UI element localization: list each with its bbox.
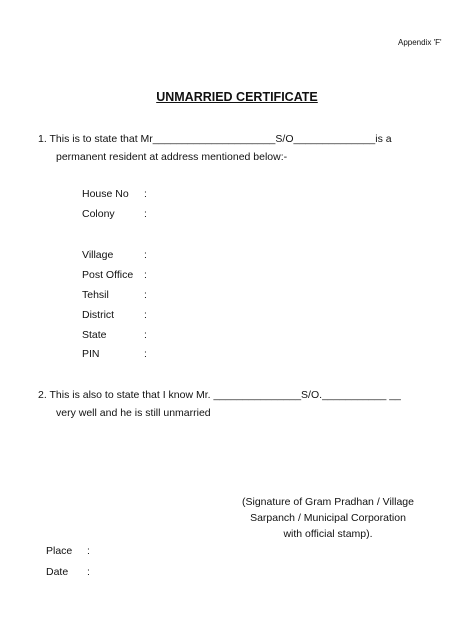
place-label: Place <box>46 545 73 557</box>
field-colon: : <box>144 188 147 200</box>
field-label-tehsil: Tehsil <box>82 289 109 301</box>
field-label-village: Village <box>82 249 114 261</box>
signature-block <box>228 494 428 542</box>
signature-line2: Sarpanch / Municipal Corporation <box>250 512 406 524</box>
para1-line1: 1. This is to state that Mr_____________________S/O______________is a <box>38 133 392 145</box>
para2-line2: very well and he is still unmarried <box>56 407 211 419</box>
field-label-pin: PIN <box>82 348 100 360</box>
field-colon: : <box>144 348 147 360</box>
field-label-post-office: Post Office <box>82 269 134 281</box>
field-label-house-no: House No <box>82 188 129 200</box>
date-colon: : <box>87 566 90 578</box>
signature-line1: (Signature of Gram Pradhan / Village <box>242 496 414 508</box>
page-title: UNMARRIED CERTIFICATE <box>156 90 318 104</box>
field-label-district: District <box>82 309 115 321</box>
field-colon: : <box>144 289 147 301</box>
place-colon: : <box>87 545 90 557</box>
appendix-label: Appendix 'F' <box>398 38 442 47</box>
para1-line2: permanent resident at address mentioned below:- <box>56 151 288 163</box>
field-colon: : <box>144 249 147 261</box>
para2-line1: 2. This is also to state that I know Mr. _______________S/O.___________ __ <box>38 389 401 401</box>
field-colon: : <box>144 208 147 220</box>
field-colon: : <box>144 269 147 281</box>
field-colon: : <box>144 309 147 321</box>
field-label-colony: Colony <box>82 208 115 220</box>
date-label: Date <box>46 566 69 578</box>
signature-line3: with official stamp). <box>283 528 373 540</box>
field-colon: : <box>144 329 147 341</box>
field-label-state: State <box>82 329 107 341</box>
